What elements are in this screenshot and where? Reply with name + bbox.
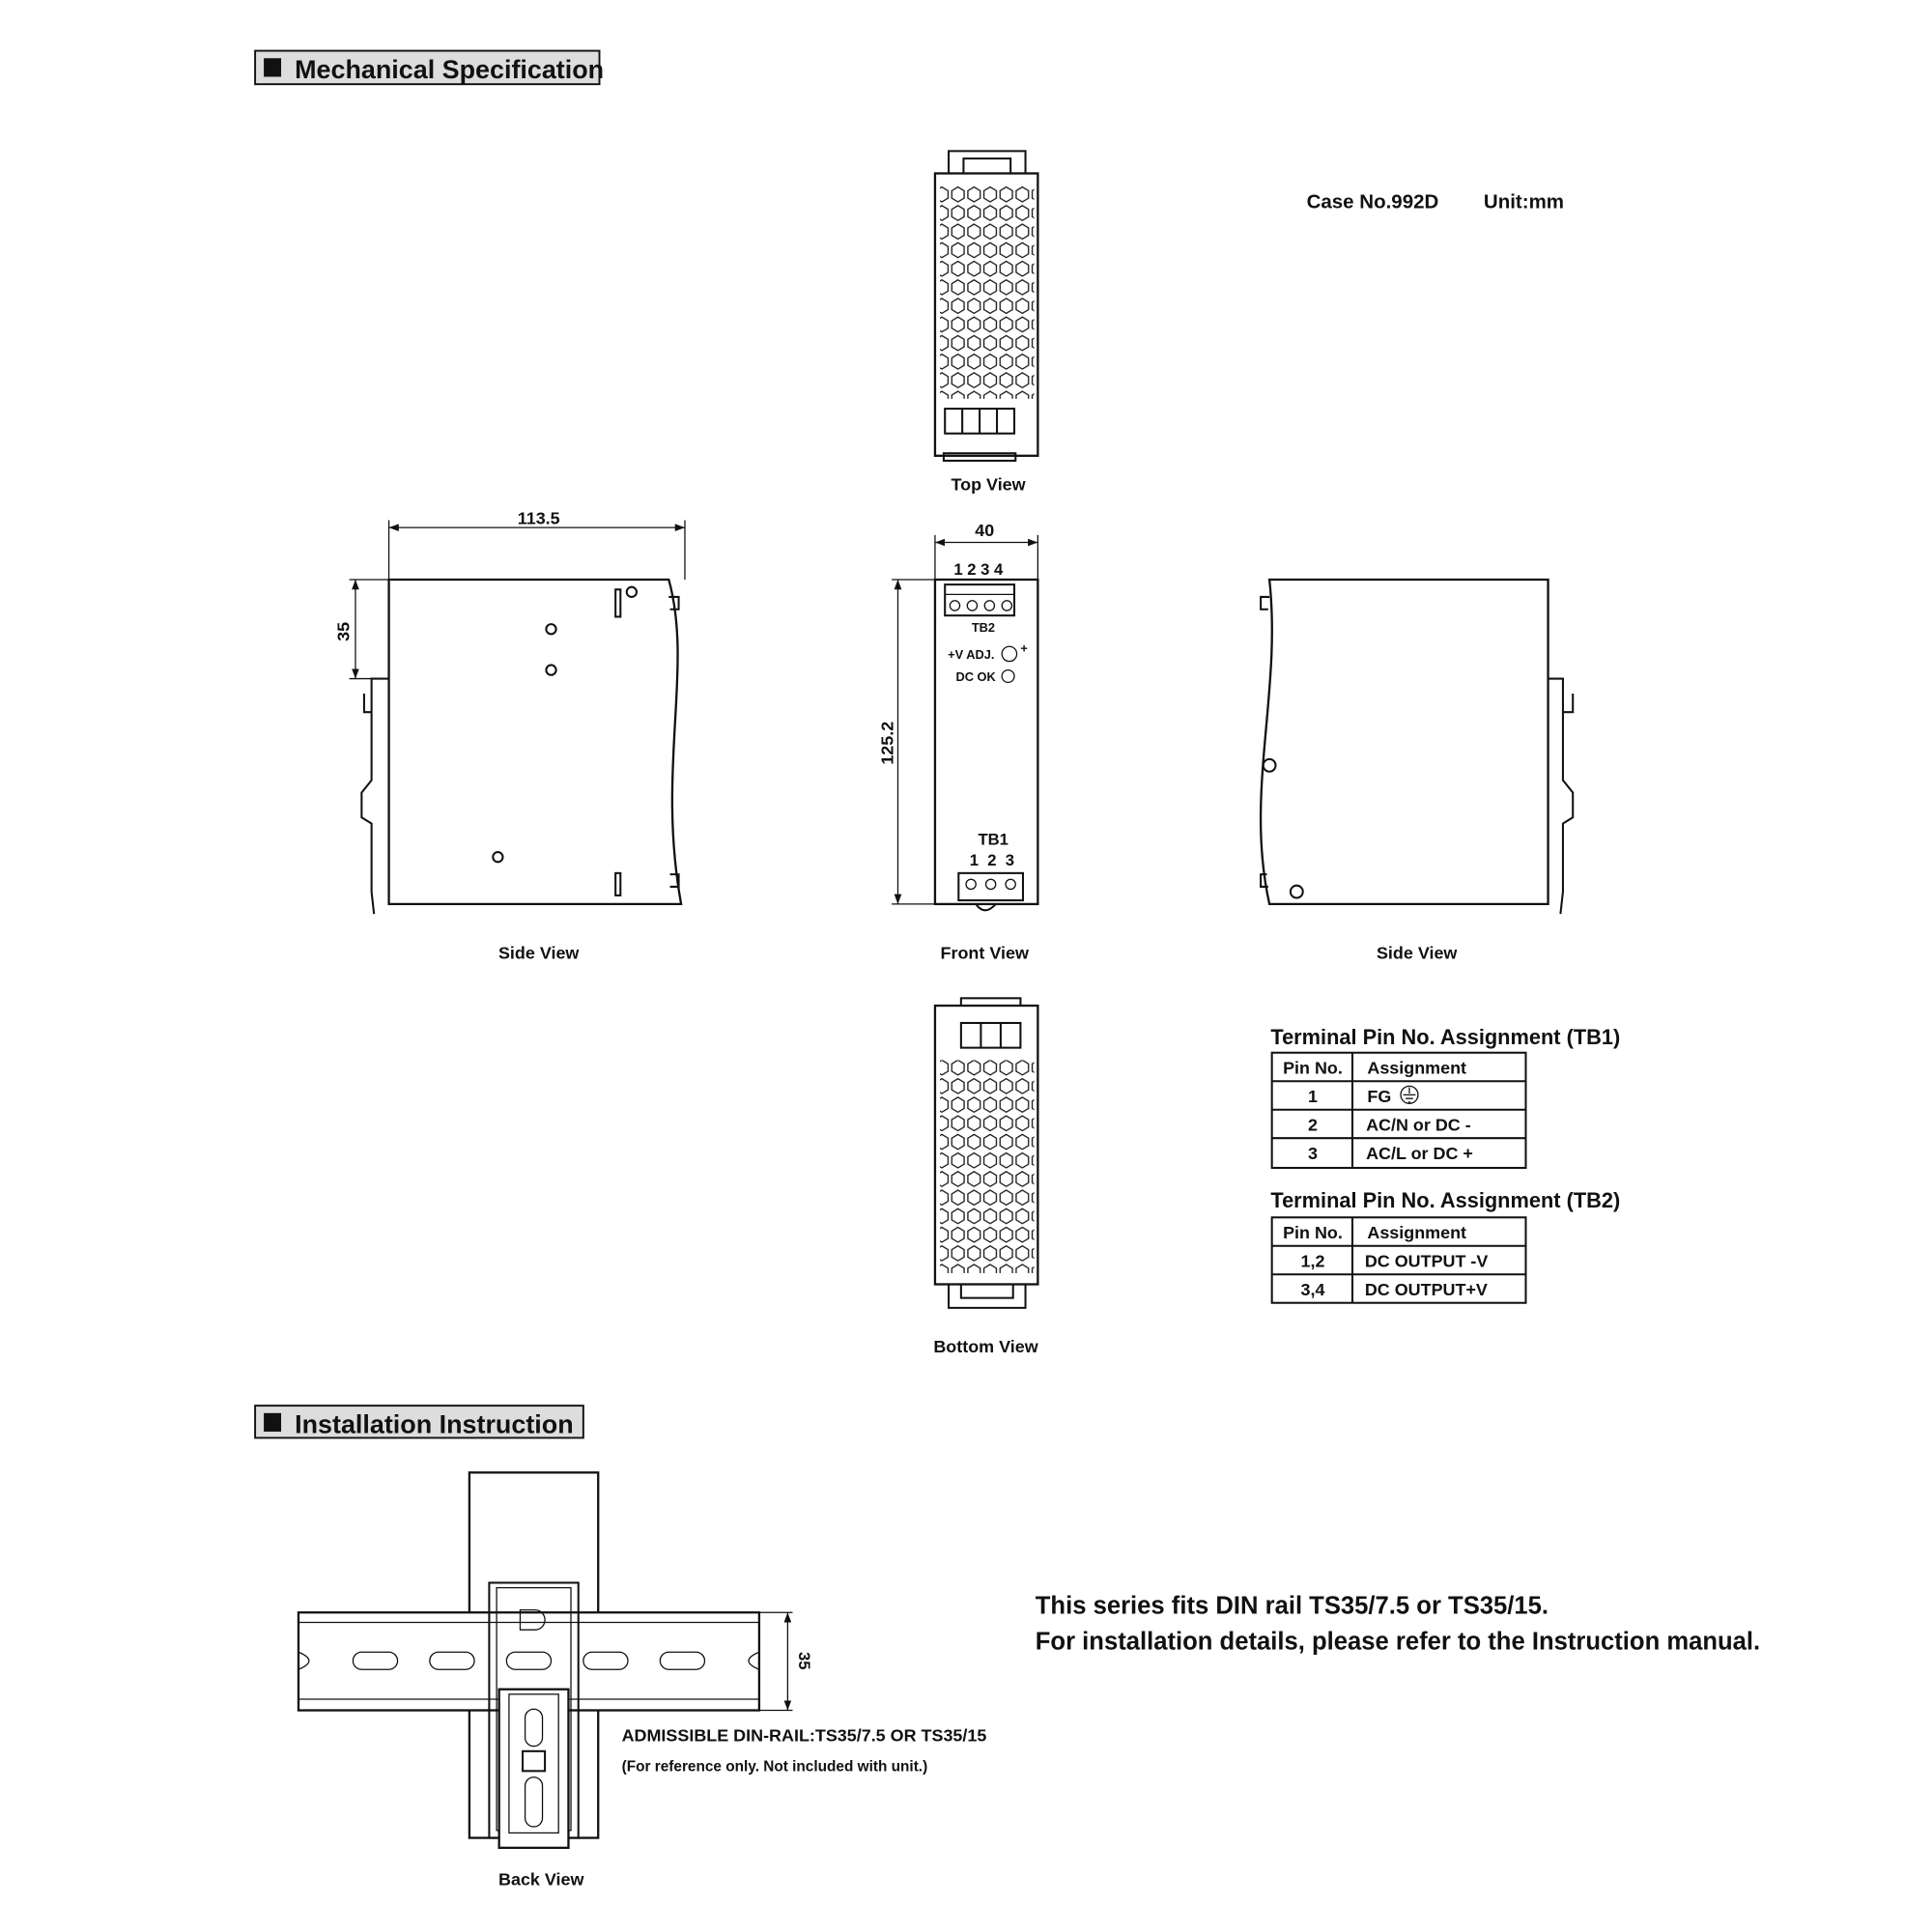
tb2-table xyxy=(1272,1217,1526,1302)
side-view-right-label: Side View xyxy=(1376,943,1458,963)
tb1-cell: AC/L or DC + xyxy=(1366,1144,1473,1163)
tb2-cell: DC OUTPUT+V xyxy=(1364,1280,1488,1300)
tb1-cell: 2 xyxy=(1307,1115,1318,1135)
dim-depth: 35 xyxy=(333,621,354,641)
side-view-right-drawing xyxy=(1261,580,1573,914)
admissible-din-rail-note: ADMISSIBLE DIN-RAIL:TS35/7.5 OR TS35/15 xyxy=(621,1725,987,1746)
tb2-header-pin: Pin No. xyxy=(1283,1223,1343,1243)
tb2-header-assignment: Assignment xyxy=(1367,1223,1467,1243)
side-view-left-label: Side View xyxy=(497,943,580,963)
bottom-view-drawing xyxy=(935,998,1037,1308)
tb2-cell: 1,2 xyxy=(1300,1251,1325,1271)
install-line-2: For installation details, please refer to the Instruction manual. xyxy=(1035,1628,1761,1656)
bottom-view-label: Bottom View xyxy=(933,1337,1038,1356)
dim-width: 113.5 xyxy=(517,508,560,528)
vadj-plus: + xyxy=(1020,640,1028,656)
tb1-cell: 3 xyxy=(1307,1144,1318,1163)
vadj-label: +V ADJ. xyxy=(948,647,995,663)
tb1-cell: 1 xyxy=(1307,1087,1318,1107)
tb2-pin-numbers: 1 2 3 4 xyxy=(953,559,1004,579)
front-view-drawing xyxy=(892,535,1037,910)
tb2-label: TB2 xyxy=(971,619,996,635)
svg-text:Mechanical Specification: Mechanical Specification xyxy=(295,54,605,84)
section-header-installation xyxy=(255,1406,583,1438)
front-view-label: Front View xyxy=(940,943,1029,963)
section-header-mechanical xyxy=(255,51,604,85)
back-view-drawing xyxy=(298,1472,793,1847)
side-view-left-drawing xyxy=(350,520,685,914)
tb1-cell: FG xyxy=(1367,1087,1392,1107)
install-line-1: This series fits DIN rail TS35/7.5 or TS35/15. xyxy=(1035,1592,1549,1620)
svg-text:Installation Instruction: Installation Instruction xyxy=(295,1409,574,1439)
tb1-header-pin: Pin No. xyxy=(1283,1058,1343,1078)
tb1-table xyxy=(1272,1053,1526,1168)
dcok-label: DC OK xyxy=(955,669,996,685)
tb1-pin-numbers: 1 2 3 xyxy=(969,851,1015,870)
dim-rail-height: 35 xyxy=(794,1651,813,1670)
tb1-cell: AC/N or DC - xyxy=(1366,1115,1471,1135)
tb1-header-assignment: Assignment xyxy=(1367,1058,1467,1078)
tb1-table-title: Terminal Pin No. Assignment (TB1) xyxy=(1270,1024,1621,1049)
reference-note: (For reference only. Not included with unit.) xyxy=(621,1758,928,1776)
tb2-cell: DC OUTPUT -V xyxy=(1364,1251,1489,1271)
unit-label: Unit:mm xyxy=(1483,190,1565,213)
back-view-label: Back View xyxy=(498,1869,584,1889)
top-view-label: Top View xyxy=(951,474,1026,495)
case-number: Case No.992D xyxy=(1306,190,1439,213)
top-view-drawing xyxy=(935,151,1037,461)
tb2-table-title: Terminal Pin No. Assignment (TB2) xyxy=(1270,1188,1621,1212)
ground-icon xyxy=(1401,1086,1418,1103)
tb2-cell: 3,4 xyxy=(1300,1280,1325,1300)
tb1-label: TB1 xyxy=(978,830,1009,849)
dim-front-width: 40 xyxy=(975,521,995,541)
dim-height: 125.2 xyxy=(877,721,897,765)
